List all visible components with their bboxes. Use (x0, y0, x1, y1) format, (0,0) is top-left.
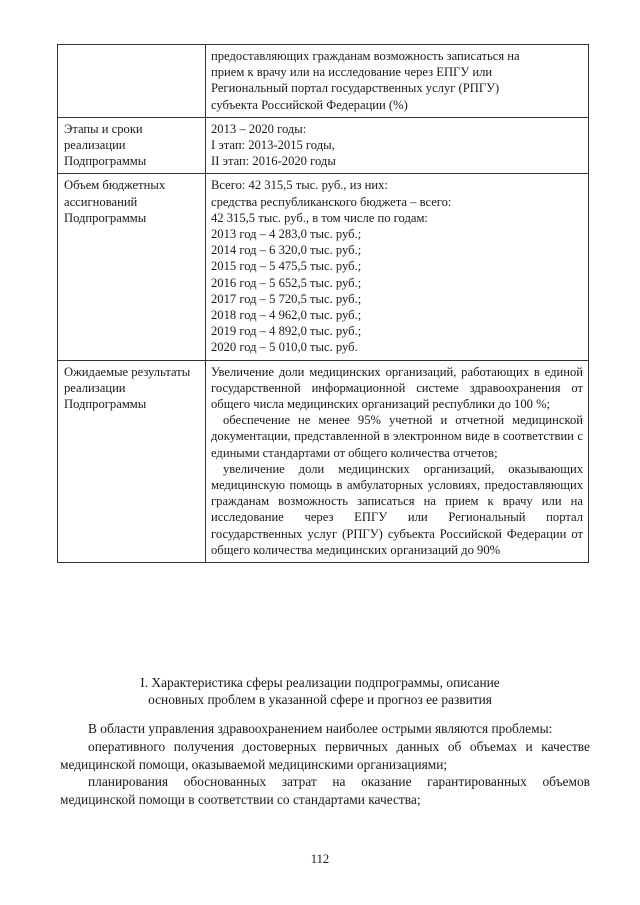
value-line: 2013 – 2020 годы: (211, 121, 307, 136)
subprogram-passport-table (57, 44, 589, 563)
table-row (58, 174, 589, 360)
heading-line: I. Характеристика сферы реализации подпрограммы, описание (140, 675, 500, 690)
value-line: 2020 год – 5 010,0 тыс. руб. (211, 340, 358, 355)
table-row (58, 45, 589, 118)
row-label (58, 45, 206, 118)
body-paragraph: В области управления здравоохранением наиболее острыми являются проблемы: (88, 721, 553, 736)
row-value (206, 45, 589, 118)
value-line: Региональный портал государственных услуг (РПГУ) (211, 81, 500, 96)
table-row (58, 360, 589, 562)
value-line: Всего: 42 315,5 тыс. руб., из них: (211, 178, 388, 193)
table-row (58, 117, 589, 174)
page-number: 112 (310, 852, 330, 866)
row-label: Объем бюджетных ассигнований Подпрограммы (58, 174, 206, 360)
value-line: 2018 год – 4 962,0 тыс. руб.; (211, 308, 362, 323)
body-paragraph: оперативного получения достоверных первичных данных об объемах и качестве медицинской помощи, оказываемой медицинскими организациями; (60, 738, 590, 772)
value-line: 2014 год – 6 320,0 тыс. руб.; (211, 243, 362, 258)
value-line: 2019 год – 4 892,0 тыс. руб.; (211, 324, 362, 339)
value-line: 2015 год – 5 475,5 тыс. руб.; (211, 259, 362, 274)
section-heading (60, 674, 580, 708)
value-line: II этап: 2016-2020 годы (211, 154, 336, 169)
value-line: I этап: 2013-2015 годы, (211, 138, 335, 153)
row-value (206, 360, 589, 562)
value-line: прием к врачу или на исследование через ЕПГУ или (211, 65, 493, 80)
result-paragraph: обеспечение не менее 95% учетной и отчетной медицинской документации, представленной в электронном виде в соответствии с едиными стандартами от общего количества отчетов; (211, 413, 583, 460)
result-paragraph: увеличение доли медицинских организаций, оказывающих медицинскую помощь в амбулаторных условиях, предоставляющих гражданам возможность записаться на прием к врачу или на исследование через ЕПГУ или Региональный портал государственных услуг (РПГУ) субъекта Российской Федерации от общего количества медицинских организаций до 90% (211, 461, 583, 557)
row-value (206, 174, 589, 360)
result-paragraph: Увеличение доли медицинских организаций, работающих в единой государственной информационной системе здравоохранения от общего числа медицинских организаций республики до 100 %; (211, 364, 583, 412)
heading-line: основных проблем в указанной сфере и прогноз ее развития (148, 692, 492, 707)
value-line: 42 315,5 тыс. руб., в том числе по годам: (211, 210, 428, 225)
value-line: средства республиканского бюджета – всего: (211, 194, 452, 209)
value-line: 2013 год – 4 283,0 тыс. руб.; (211, 227, 362, 242)
row-label: Этапы и сроки реализации Подпрограммы (58, 117, 206, 174)
section-body (60, 720, 590, 809)
value-line: 2016 год – 5 652,5 тыс. руб.; (211, 275, 362, 290)
value-line: субъекта Российской Федерации (%) (211, 97, 408, 112)
value-line: 2017 год – 5 720,5 тыс. руб.; (211, 291, 362, 306)
row-label: Ожидаемые результаты реализации Подпрограммы (58, 360, 206, 562)
row-value (206, 117, 589, 174)
value-line: предоставляющих гражданам возможность записаться на (211, 49, 520, 63)
body-paragraph: планирования обоснованных затрат на оказание гарантированных объемов медицинской помощи в соответствии со стандартами качества; (60, 774, 590, 808)
